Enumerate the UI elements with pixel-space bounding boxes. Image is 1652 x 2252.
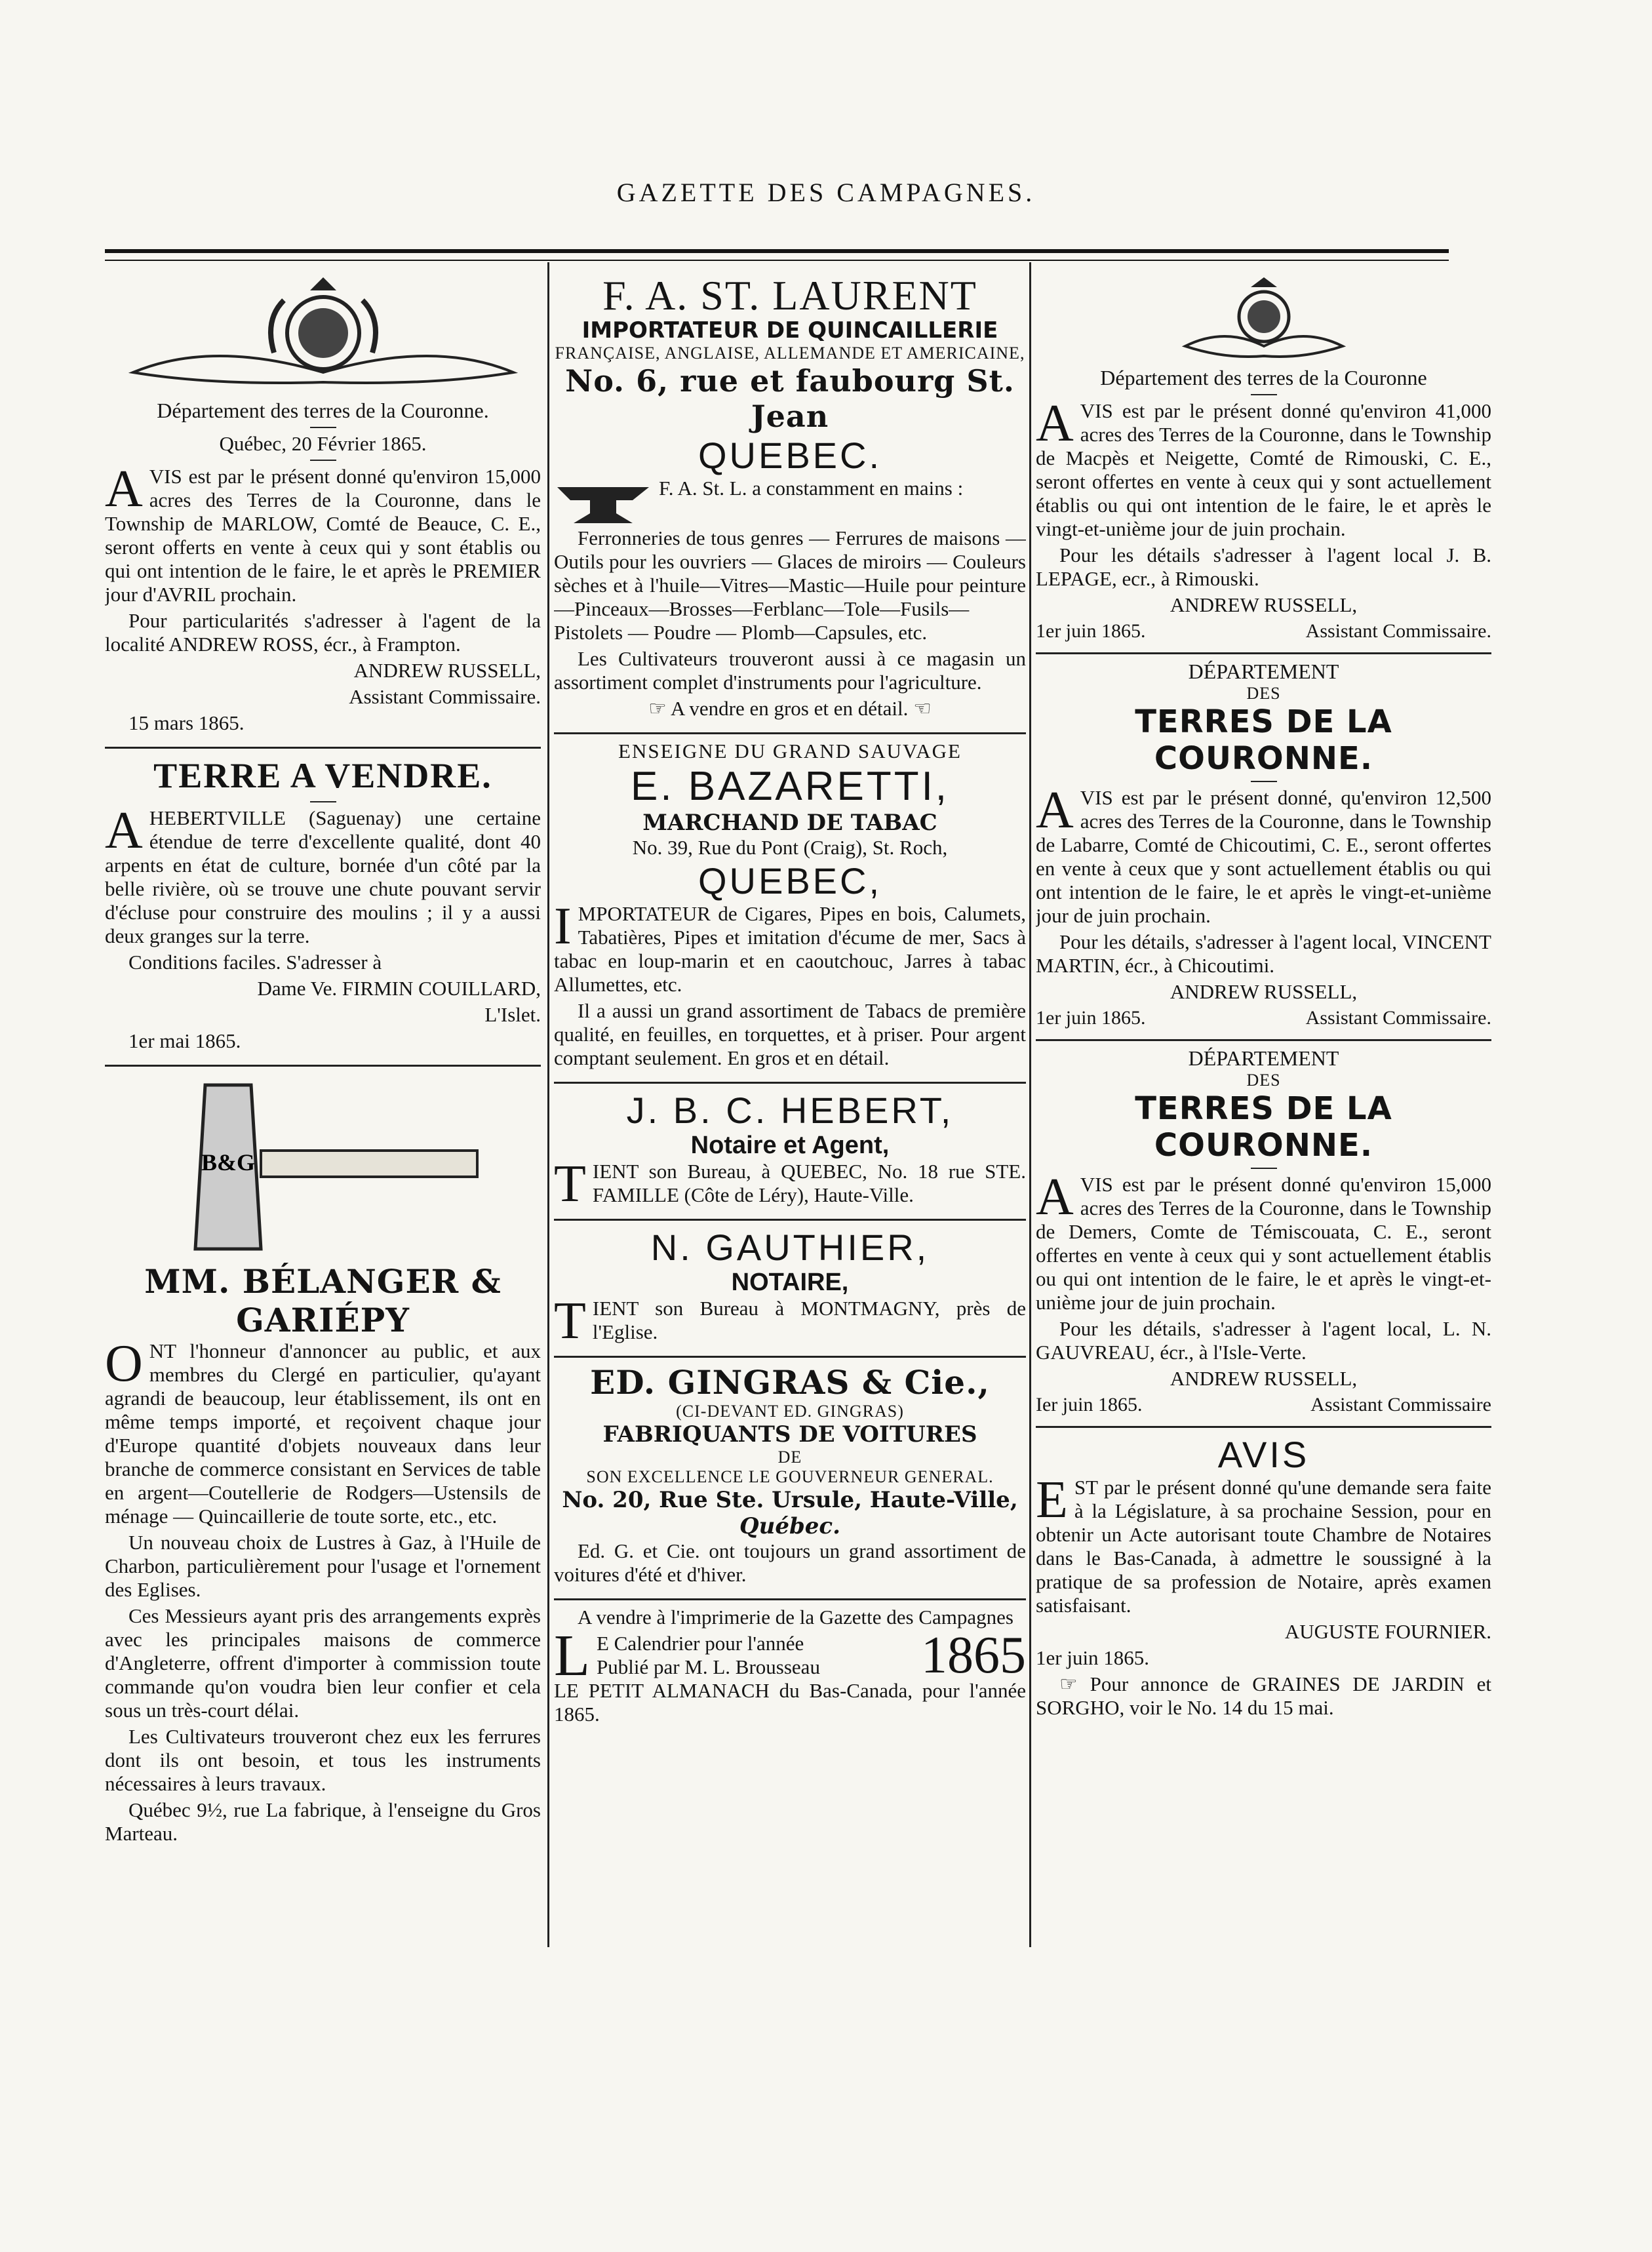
notice-date: Ier juin 1865. — [1036, 1394, 1143, 1415]
anvil-icon — [554, 481, 652, 526]
dept-des: DES — [1246, 1071, 1281, 1090]
ad-para-4: Les Cultivateurs trouveront chez eux les ferrures dont ils ont besoin, et tous les instruments nécessaires à leurs travaux. — [105, 1725, 541, 1795]
merchant-address: No. 6, rue et faubourg St. Jean — [565, 363, 1015, 434]
ad-para-1: NT l'honneur d'annoncer au public, et aux membres du Clergé en particulier, qu'ayant agrandi de beaucoup, leur établissement, ils ont en même temps importé, et reçoivent chaque jour d'Europe quantité d'objets nouveaux dans leur branche de commerce consistant en Services de table en argent—Coutellerie de Rodgers—Ustensils de ménage — Quincaillerie de toute sorte, etc., etc. — [105, 1339, 541, 1528]
dateline: Québec, 20 Février 1865. — [219, 432, 427, 455]
ad-belanger-gariepy — [105, 1065, 541, 1857]
notary-name: J. B. C. HEBERT, — [626, 1090, 954, 1131]
ad-para-3: Ces Messieurs ayant pris des arrangements exprès avec les principales maisons de commerce d'Angleterre, offrent d'importer à commission toute commande qu'on voudra bien leur confier et cela sous un très-court délai. — [105, 1604, 541, 1722]
notary-body: IENT son Bureau, à QUEBEC, No. 18 rue STE. FAMILLE (Côte de Léry), Haute-Ville. — [592, 1160, 1026, 1206]
header-rule — [105, 249, 1449, 261]
notice-contact: Pour les détails, s'adresser à l'agent local, L. N. GAUVREAU, écr., à l'Isle-Verte. — [1036, 1317, 1491, 1364]
notary-title: Notaire et Agent, — [690, 1132, 890, 1159]
dropcap: I — [554, 898, 572, 955]
signer: ANDREW RUSSELL, — [1170, 980, 1358, 1003]
notary-name: N. GAUTHIER, — [650, 1227, 930, 1268]
avis-title: AVIS — [1217, 1434, 1310, 1475]
merchant-name: E. BAZARETTI, — [630, 764, 950, 809]
dept-title: TERRES DE LA COURONNE. — [1135, 703, 1392, 777]
notice-contact: Pour les détails s'adresser à l'agent local J. B. LEPAGE, ecr., à Rimouski. — [1036, 543, 1491, 590]
notary-body: IENT son Bureau à MONTMAGNY, près de l'Eglise. — [592, 1297, 1026, 1343]
conditions: Conditions faciles. S'adresser à — [128, 951, 382, 974]
ad-st-laurent — [554, 269, 1026, 732]
divider — [310, 427, 336, 428]
dept-head: DÉPARTEMENT — [1188, 660, 1339, 683]
notice-body: VIS est par le présent donné, qu'environ 12,500 acres des Terres de la Couronne, dans le Township de Labarre, Comté de Chicoutimi, C. E., seront offertes en vente à ceux que y sont actuellement établis ou qui ont intention de le faire, le et après le vingt-et-unième jour de juin prochain. — [1036, 786, 1491, 927]
hammer-label: B&G — [201, 1149, 255, 1175]
notary-title: NOTAIRE, — [731, 1269, 849, 1296]
ad-hebert — [554, 1082, 1026, 1219]
merchant-note: Les Cultivateurs trouveront aussi à ce magasin un assortiment complet d'instruments pour l'agriculture. — [554, 647, 1026, 694]
dept-title: TERRES DE LA COURONNE. — [1135, 1090, 1392, 1164]
signer-title: Assistant Commissaire. — [349, 685, 541, 708]
dept-head: DÉPARTEMENT — [1188, 1046, 1339, 1070]
ad-title: TERRE A VENDRE. — [153, 756, 492, 795]
merchant-intro: F. A. St. L. a constamment en mains : — [659, 477, 964, 500]
notice-date: 1er juin 1865. — [1036, 1007, 1146, 1029]
merchant-footer: ☞ A vendre en gros et en détail. ☜ — [648, 697, 932, 720]
almanach-line-1: E Calendrier pour l'année — [596, 1632, 804, 1655]
seed-notice: ☞ Pour annonce de GRAINES DE JARDIN et SORGHO, voir le No. 14 du 15 mai. — [1036, 1672, 1491, 1719]
avis-date: 1er juin 1865. — [1036, 1646, 1150, 1669]
hammer-icon — [120, 1072, 526, 1262]
dropcap: L — [554, 1623, 590, 1688]
dropcap: A — [1036, 395, 1074, 452]
almanach-line-2: Publié par M. L. Brousseau — [596, 1655, 820, 1678]
column-rule-2 — [1029, 262, 1031, 1947]
page-header: GAZETTE DES CAMPAGNES. — [616, 178, 1036, 207]
dropcap: O — [105, 1335, 143, 1393]
firm-trade: FABRIQUANTS DE VOITURES — [602, 1421, 977, 1448]
column-1 — [105, 269, 541, 1857]
royal-crest-icon — [1179, 274, 1349, 366]
ad-dept-rimouski — [1036, 269, 1491, 652]
merchant-trade-sub: FRANÇAISE, ANGLAISE, ALLEMANDE ET AMERICAINE, — [555, 344, 1025, 363]
notice-date: 15 mars 1865. — [128, 711, 245, 734]
ad-gauthier — [554, 1219, 1026, 1356]
merchant-goods: MPORTATEUR de Cigares, Pipes en bois, Calumets, Tabatières, Pipes et imitation d'écume de mer, Sacs à tabac en loup-marin et en caoutchouc, Jarres à tabac Allumettes, etc. — [554, 902, 1026, 996]
firm-de: DE — [777, 1448, 802, 1467]
dropcap: A — [105, 802, 143, 859]
shop-sign: ENSEIGNE DU GRAND SAUVAGE — [618, 740, 962, 762]
dropcap: A — [1036, 1168, 1074, 1226]
signer: AUGUSTE FOURNIER. — [1284, 1620, 1491, 1643]
column-rule-1 — [547, 262, 549, 1947]
merchant-city: QUEBEC. — [698, 435, 882, 476]
avis-body: ST par le présent donné qu'une demande sera faite à la Législature, à sa prochaine Session, pour en obtenir un Acte autorisant toute Chambre de Notaires dans le Bas-Canada, à admettre le soussigné à la pratique de sa profession de Notaire, après examen satisfaisant. — [1036, 1476, 1491, 1617]
dept-title: Département des terres de la Couronne. — [157, 399, 489, 422]
ad-dept-marlow — [105, 269, 541, 747]
signer-title: Assistant Commissaire. — [1305, 620, 1491, 642]
ad-title: MM. BÉLANGER & GARIÉPY — [144, 1262, 502, 1339]
almanach-year: 1865 — [921, 1627, 1026, 1684]
dropcap: E — [1036, 1471, 1068, 1529]
divider — [1251, 1168, 1277, 1169]
firm-patron: SON EXCELLENCE LE GOUVERNEUR GENERAL. — [586, 1467, 994, 1486]
ad-dept-demers — [1036, 1039, 1491, 1426]
almanach-body: LE PETIT ALMANACH du Bas-Canada, pour l'année 1865. — [554, 1679, 1026, 1726]
notice-date: 1er juin 1865. — [1036, 620, 1146, 642]
contact-place: L'Islet. — [484, 1003, 541, 1026]
ad-bazaretti — [554, 732, 1026, 1082]
ad-gingras — [554, 1356, 1026, 1598]
firm-address: No. 20, Rue Ste. Ursule, Haute-Ville, — [562, 1487, 1018, 1513]
almanach-intro: A vendre à l'imprimerie de la Gazette des Campagnes — [578, 1606, 1013, 1629]
ad-para-5: Québec 9½, rue La fabrique, à l'enseigne du Gros Marteau. — [105, 1798, 541, 1845]
notice-body: VIS est par le présent donné qu'environ 15,000 acres des Terres de la Couronne, dans le Township de MARLOW, Comté de Beauce, C. E., seront offerts en vente à ceux qui y sont établis ou qui ont intention de le faire, le et après le PREMIER jour d'AVRIL prochain. — [105, 465, 541, 606]
ad-avis-fournier — [1036, 1426, 1491, 1731]
divider — [1251, 394, 1277, 395]
signer: ANDREW RUSSELL, — [1170, 1367, 1358, 1390]
signer: ANDREW RUSSELL, — [353, 659, 541, 682]
firm-body: Ed. G. et Cie. ont toujours un grand assortiment de voitures d'été et d'hiver. — [554, 1539, 1026, 1586]
ad-body: HEBERTVILLE (Saguenay) une certaine étendue de terre d'excellente qualité, dont 40 arpents en état de culture, bornée d'un côté par la belle rivière, où se trouve une chute pouvant servir d'écluse pour construire des moulins ; il y a aussi deux granges sur la terre. — [105, 806, 541, 947]
divider — [310, 460, 336, 461]
divider — [310, 801, 336, 802]
notice-contact: Pour les détails, s'adresser à l'agent local, VINCENT MARTIN, écr., à Chicoutimi. — [1036, 930, 1491, 977]
royal-crest-icon — [120, 274, 526, 399]
firm-name: ED. GINGRAS & Cie., — [590, 1363, 990, 1402]
merchant-trade: IMPORTATEUR DE QUINCAILLERIE — [581, 317, 998, 344]
merchant-address: No. 39, Rue du Pont (Craig), St. Roch, — [632, 836, 948, 859]
dropcap: A — [1036, 781, 1074, 839]
signer-title: Assistant Commissaire — [1310, 1394, 1491, 1415]
divider — [1251, 781, 1277, 782]
ad-dept-labarre — [1036, 652, 1491, 1039]
signer: ANDREW RUSSELL, — [1170, 593, 1358, 616]
column-2 — [554, 269, 1026, 1738]
signer-title: Assistant Commissaire. — [1305, 1007, 1491, 1029]
dropcap: T — [554, 1155, 586, 1213]
firm-city: Québec. — [739, 1513, 840, 1539]
ad-almanach — [554, 1598, 1026, 1738]
merchant-note: Il a aussi un grand assortiment de Tabacs de première qualité, en feuilles, en torquettes, et à priser. Pour argent comptant seulement. En gros et en détail. — [554, 999, 1026, 1069]
firm-former-name: (CI-DEVANT ED. GINGRAS) — [676, 1402, 904, 1421]
dropcap: T — [554, 1292, 586, 1350]
ad-date: 1er mai 1865. — [128, 1029, 241, 1052]
contact-name: Dame Ve. FIRMIN COUILLARD, — [257, 977, 541, 1000]
merchant-name: F. A. ST. LAURENT — [602, 272, 977, 319]
notice-contact: Pour particularités s'adresser à l'agent de la localité ANDREW ROSS, écr., à Frampton. — [105, 609, 541, 656]
ad-terre-a-vendre — [105, 747, 541, 1065]
column-3 — [1036, 269, 1491, 1731]
ad-para-2: Un nouveau choix de Lustres à Gaz, à l'Huile de Charbon, particulièrement pour l'usage et l'ornement des Eglises. — [105, 1531, 541, 1601]
merchant-trade: MARCHAND DE TABAC — [642, 810, 937, 836]
merchant-goods: Ferronneries de tous genres — Ferrures de maisons — Outils pour les ouvriers — Glaces de miroirs — Couleurs sèches et à l'huile—Vitres—Mastic—Huile pour peinture—Pinceaux—Brosses—Ferblanc—Tole—Fusils—Pistolets — Poudre — Plomb—Capsules, etc. — [554, 526, 1026, 644]
notice-body: VIS est par le présent donné qu'environ 41,000 acres des Terres de la Couronne, dans le Township de Macpès et Neigette, Comté de Rimouski, C. E., seront offertes en vente à ceux qui y sont actuellement établis ou qui ont intention de le faire, le et après le vingt-et-unième jour de juin prochain. — [1036, 399, 1491, 540]
dropcap: A — [105, 460, 143, 518]
notice-body: VIS est par le présent donné qu'environ 15,000 acres des Terres de la Couronne, dans le Township de Demers, Comte de Témiscouata, C. E., seront offertes en vente à ceux qui y sont actuellement établis ou qui ont intention de le faire, le et après le vingt-et-unième jour de juin prochain. — [1036, 1173, 1491, 1314]
merchant-city: QUEBEC, — [698, 860, 882, 901]
dept-des: DES — [1246, 684, 1281, 703]
dept-title: Département des terres de la Couronne — [1100, 366, 1427, 389]
